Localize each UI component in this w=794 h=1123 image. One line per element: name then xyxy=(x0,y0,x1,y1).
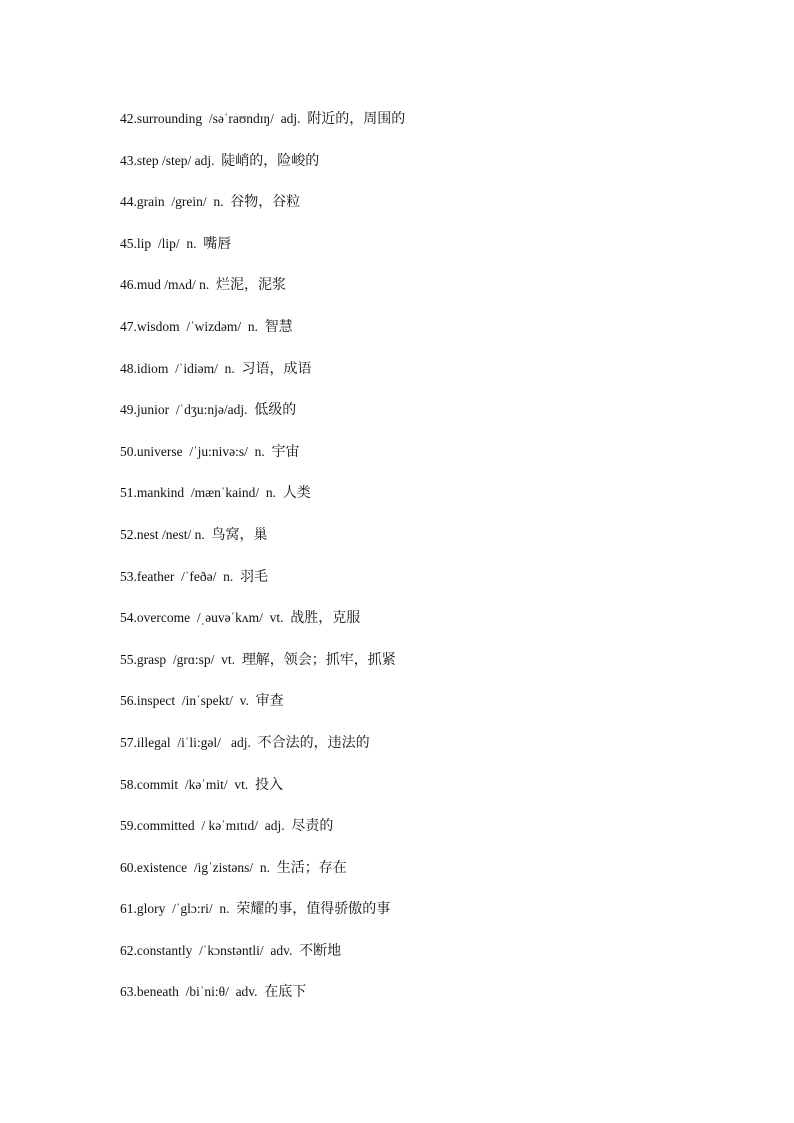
vocab-entry xyxy=(120,233,405,275)
vocab-meaning: 尽责的 xyxy=(291,818,334,835)
vocab-entry xyxy=(120,898,405,940)
vocab-meaning: 鸟窝，巢 xyxy=(211,526,268,543)
vocab-entry xyxy=(120,399,405,441)
vocab-entry xyxy=(120,524,405,566)
vocab-word-phonetic-pos: 62.constantly /ˈkɔnstəntli/ adv. xyxy=(120,942,300,958)
vocab-word-phonetic-pos: 56.inspect /inˈspekt/ v. xyxy=(120,693,256,709)
vocab-meaning: 生活；存在 xyxy=(276,859,347,876)
vocab-word-phonetic-pos: 57.illegal /iˈli:gəl/ adj. xyxy=(120,734,258,750)
vocab-word-phonetic-pos: 54.overcome /ˌəuvəˈkʌm/ vt. xyxy=(120,610,291,626)
vocab-word-phonetic-pos: 47.wisdom /ˈwizdəm/ n. xyxy=(120,318,265,334)
vocab-word-phonetic-pos: 51.mankind /mænˈkaind/ n. xyxy=(120,485,283,501)
vocab-word-phonetic-pos: 60.existence /igˈzistəns/ n. xyxy=(120,859,277,875)
vocab-entry xyxy=(120,274,405,316)
vocab-word-phonetic-pos: 49.junior /ˈdʒu:njə/adj. xyxy=(120,402,255,418)
vocab-entry xyxy=(120,774,405,816)
vocab-meaning: 理解，领会；抓牢，抓紧 xyxy=(241,651,396,668)
vocab-meaning: 羽毛 xyxy=(239,568,268,585)
vocab-entry xyxy=(120,316,405,358)
vocab-meaning: 人类 xyxy=(282,485,311,502)
vocab-entry xyxy=(120,940,405,982)
vocab-entry xyxy=(120,358,405,400)
vocab-word-phonetic-pos: 52.nest /nest/ n. xyxy=(120,526,212,542)
vocab-meaning: 习语，成语 xyxy=(241,360,312,377)
vocab-meaning: 不合法的，违法的 xyxy=(257,734,370,751)
vocab-entry xyxy=(120,191,405,233)
vocab-word-phonetic-pos: 55.grasp /grɑ:sp/ vt. xyxy=(120,651,242,667)
vocabulary-list xyxy=(120,108,405,1023)
vocab-meaning: 战胜，克服 xyxy=(290,610,361,627)
vocab-word-phonetic-pos: 44.grain /grein/ n. xyxy=(120,194,231,210)
vocab-meaning: 烂泥，泥浆 xyxy=(216,277,287,294)
vocab-meaning: 智慧 xyxy=(264,318,293,335)
vocab-entry xyxy=(120,732,405,774)
vocab-entry xyxy=(120,150,405,192)
vocab-meaning: 不断地 xyxy=(299,942,342,959)
vocab-entry xyxy=(120,566,405,608)
vocab-entry xyxy=(120,815,405,857)
vocab-word-phonetic-pos: 42.surrounding /səˈraʊndɪŋ/ adj. xyxy=(120,111,308,126)
vocab-meaning: 附近的，周围的 xyxy=(307,111,406,127)
vocab-word-phonetic-pos: 58.commit /kəˈmit/ vt. xyxy=(120,776,255,792)
vocab-entry xyxy=(120,981,405,1023)
vocab-meaning: 谷物，谷粒 xyxy=(230,194,301,211)
vocab-meaning: 宇宙 xyxy=(271,443,300,460)
vocab-word-phonetic-pos: 43.step /step/ adj. xyxy=(120,152,222,168)
vocab-meaning: 审查 xyxy=(255,693,284,710)
vocab-entry xyxy=(120,108,405,150)
vocab-meaning: 在底下 xyxy=(264,984,307,1001)
vocab-word-phonetic-pos: 53.feather /ˈfeðə/ n. xyxy=(120,568,240,584)
vocab-word-phonetic-pos: 59.committed / kəˈmɪtɪd/ adj. xyxy=(120,818,292,834)
vocab-entry xyxy=(120,607,405,649)
vocab-word-phonetic-pos: 46.mud /mʌd/ n. xyxy=(120,277,217,293)
vocab-entry xyxy=(120,441,405,483)
vocab-meaning: 低级的 xyxy=(254,402,297,419)
vocab-meaning: 陡峭的，险峻的 xyxy=(221,152,320,169)
vocab-word-phonetic-pos: 63.beneath /biˈni:θ/ adv. xyxy=(120,984,265,1000)
vocab-word-phonetic-pos: 50.universe /ˈju:nivə:s/ n. xyxy=(120,443,272,459)
vocab-entry xyxy=(120,857,405,899)
vocab-word-phonetic-pos: 48.idiom /ˈidiəm/ n. xyxy=(120,360,242,376)
vocab-entry xyxy=(120,690,405,732)
vocab-meaning: 投入 xyxy=(255,776,283,793)
vocab-word-phonetic-pos: 45.lip /lip/ n. xyxy=(120,235,204,251)
vocab-entry xyxy=(120,649,405,691)
vocab-meaning: 荣耀的事，值得骄傲的事 xyxy=(236,901,391,918)
vocab-entry xyxy=(120,482,405,524)
vocab-meaning: 嘴唇 xyxy=(203,235,232,252)
vocab-word-phonetic-pos: 61.glory /ˈglɔ:ri/ n. xyxy=(120,901,237,917)
